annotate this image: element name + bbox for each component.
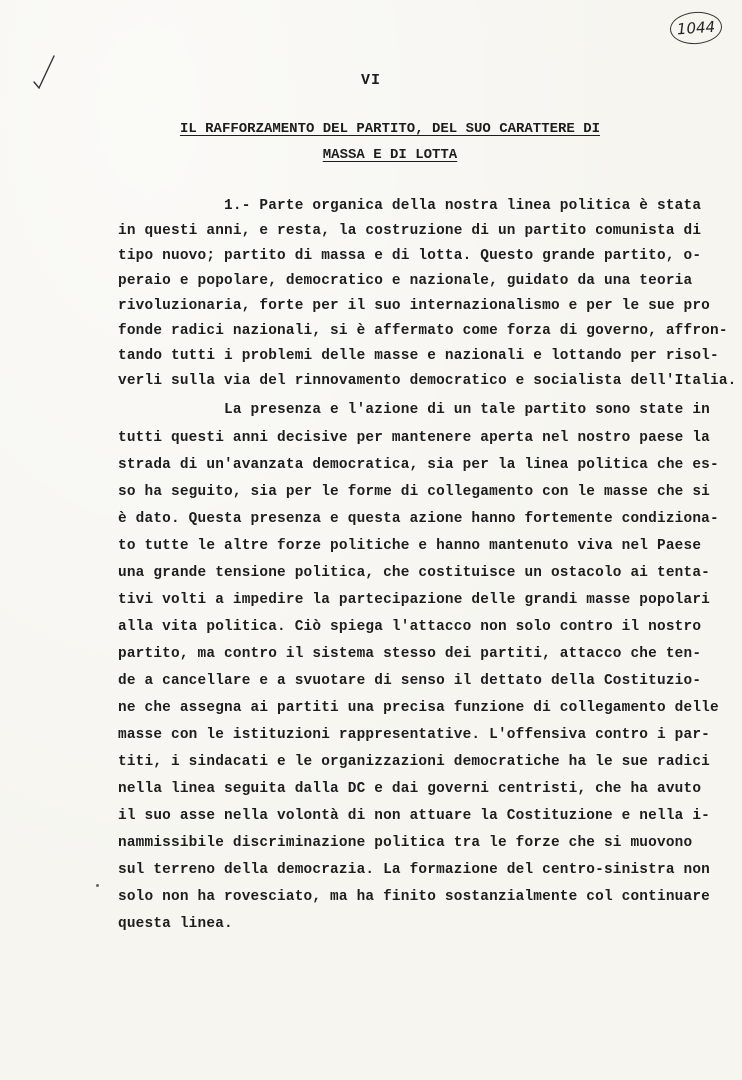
ink-mark: [96, 884, 99, 887]
text-line: masse con le istituzioni rappresentative. L'offensiva contro i par-: [118, 727, 710, 743]
text-line: de a cancellare e a svuotare di senso il dettato della Costituzio-: [118, 673, 702, 689]
section-title-line-2: MASSA E DI LOTTA: [322, 147, 458, 163]
archive-number-stamp: 1044: [669, 10, 723, 46]
text-line: tutti questi anni decisive per mantenere aperta nel nostro paese la: [118, 430, 710, 446]
text-line: solo non ha rovesciato, ma ha finito sostanzialmente col continuare: [118, 889, 710, 905]
text-line: questa linea.: [118, 916, 233, 932]
text-line: rivoluzionaria, forte per il suo internazionalismo e per le sue pro: [118, 298, 710, 314]
text-line: una grande tensione politica, che costituisce un ostacolo ai tenta-: [118, 565, 710, 581]
text-line: nammissibile discriminazione politica tra le forze che si muovono: [118, 835, 693, 851]
text-line: tando tutti i problemi delle masse e nazionali e lottando per risol-: [118, 348, 719, 364]
text-line: tipo nuovo; partito di massa e di lotta. Questo grande partito, o-: [118, 248, 702, 264]
text-line: strada di un'avanzata democratica, sia per la linea politica che es-: [118, 457, 719, 473]
section-title-line-1: IL RAFFORZAMENTO DEL PARTITO, DEL SUO CARATTERE DI: [179, 121, 601, 137]
text-line: partito, ma contro il sistema stesso dei partiti, attacco che ten-: [118, 646, 702, 662]
text-line: ne che assegna ai partiti una precisa funzione di collegamento delle: [118, 700, 719, 716]
text-line: 1.- Parte organica della nostra linea politica è stata: [118, 198, 702, 214]
text-line: so ha seguito, sia per le forme di collegamento con le masse che si: [118, 484, 710, 500]
text-line: nella linea seguita dalla DC e dai governi centristi, che ha avuto: [118, 781, 702, 797]
text-line: to tutte le altre forze politiche e hanno mantenuto viva nel Paese: [118, 538, 702, 554]
text-line: sul terreno della democrazia. La formazione del centro-sinistra non: [118, 862, 710, 878]
text-line: titi, i sindacati e le organizzazioni democratiche ha le sue radici: [118, 754, 710, 770]
text-line: La presenza e l'azione di un tale partito sono state in: [118, 402, 710, 418]
text-line: verli sulla via del rinnovamento democratico e socialista dell'Italia.: [118, 373, 737, 389]
text-line: è dato. Questa presenza e questa azione hanno fortemente condiziona-: [118, 511, 719, 527]
chapter-number: VI: [360, 72, 381, 89]
text-line: fonde radici nazionali, si è affermato come forza di governo, affron-: [118, 323, 728, 339]
text-line: peraio e popolare, democratico e nazionale, guidato da una teoria: [118, 273, 693, 289]
text-line: il suo asse nella volontà di non attuare la Costituzione e nella i-: [118, 808, 710, 824]
text-line: tivi volti a impedire la partecipazione delle grandi masse popolari: [118, 592, 710, 608]
text-line: in questi anni, e resta, la costruzione di un partito comunista di: [118, 223, 702, 239]
text-line: alla vita politica. Ciò spiega l'attacco non solo contro il nostro: [118, 619, 702, 635]
